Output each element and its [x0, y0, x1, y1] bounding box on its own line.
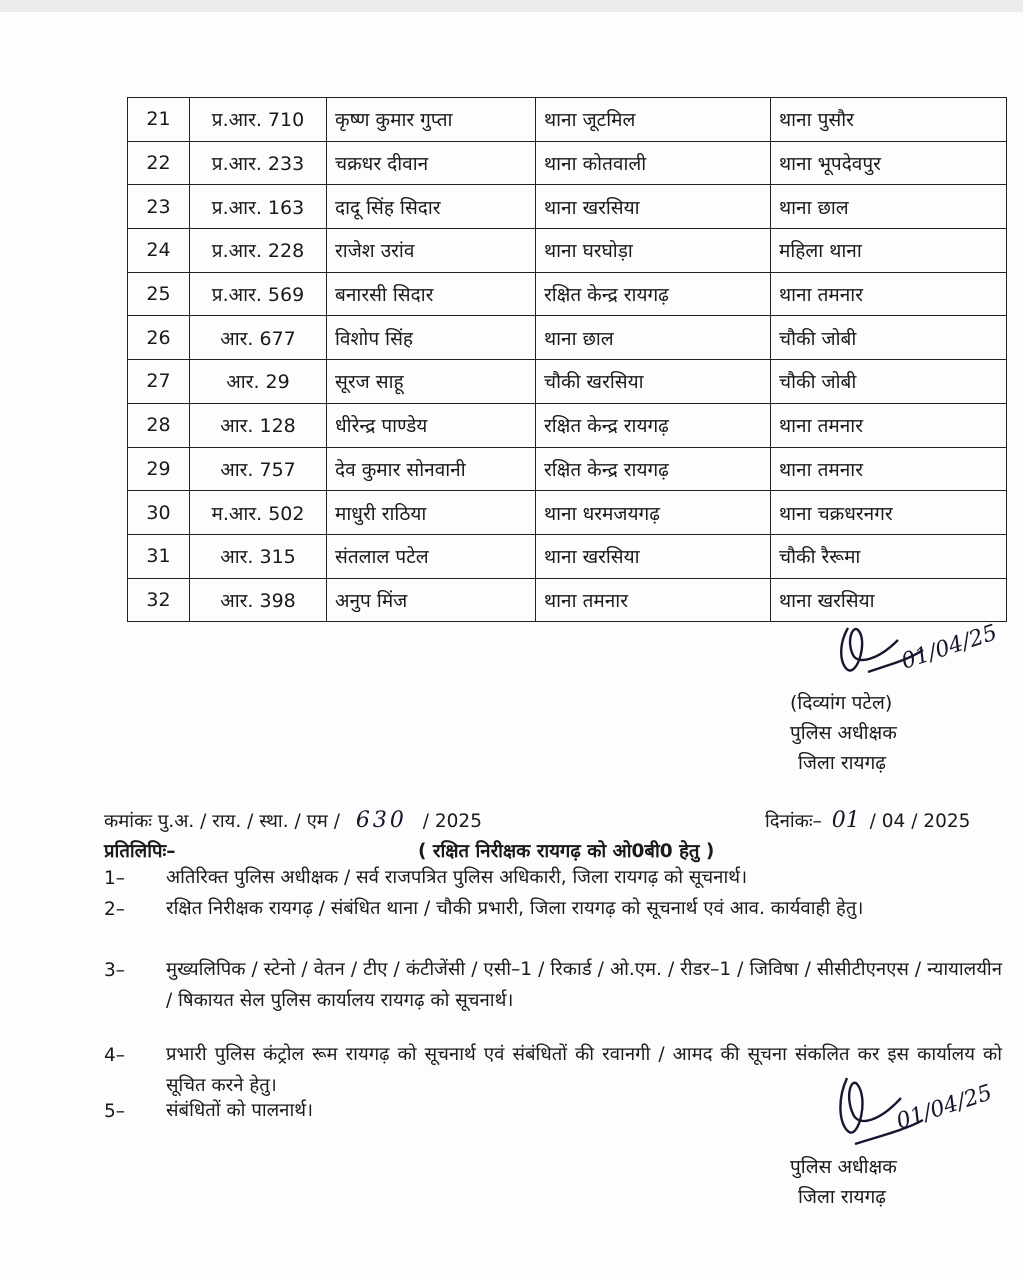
table-row	[128, 98, 1007, 142]
table-row	[128, 447, 1007, 491]
name-cell: अनुप मिंज	[327, 578, 536, 622]
to-station-cell: थाना तमनार	[771, 272, 1007, 316]
serial-cell: 30	[128, 491, 190, 535]
rank-cell: प्र.आर. 233	[190, 141, 327, 185]
to-station-cell: थाना खरसिया	[771, 578, 1007, 622]
table-row	[128, 578, 1007, 622]
serial-cell: 23	[128, 185, 190, 229]
name-cell: माधुरी राठिया	[327, 491, 536, 535]
from-station-cell: थाना जूटमिल	[536, 98, 771, 142]
from-station-cell: थाना खरसिया	[536, 185, 771, 229]
to-station-cell: थाना भूपदेवपुर	[771, 141, 1007, 185]
to-station-cell: चौकी जोबी	[771, 360, 1007, 404]
order-number: 630	[355, 808, 407, 833]
officer-name: (दिव्यांग पटेल)	[790, 692, 893, 714]
from-station-cell: रक्षित केन्द्र रायगढ़	[536, 403, 771, 447]
order-date: दिनांकः– 01 / 04 / 2025	[765, 808, 971, 833]
from-station-cell: थाना तमनार	[536, 578, 771, 622]
order-date-day: 01	[831, 808, 860, 833]
name-cell: संतलाल पटेल	[327, 534, 536, 578]
table-row	[128, 534, 1007, 578]
to-station-cell: चौकी जोबी	[771, 316, 1007, 360]
dist-item: मुख्यलिपिक / स्टेनो / वेतन / टीए / कंटीजेंसी / एसी–1 / रिकार्ड / ओ.एम. / रीडर–1 / जिविषा / सीसीटीएनएस / न्यायालयीन / षिकायत सेल पुलिस कार्यालय रायगढ़ को सूचनार्थ।	[166, 959, 1002, 1011]
officer-designation: पुलिस अधीक्षक	[790, 722, 897, 744]
table-row	[128, 185, 1007, 229]
signature-date: 01/04/25	[893, 1080, 996, 1135]
from-station-cell: थाना कोतवाली	[536, 141, 771, 185]
rank-cell: प्र.आर. 228	[190, 229, 327, 273]
dist-number: 3–	[104, 960, 126, 981]
officer-district: जिला रायगढ़	[798, 752, 886, 774]
name-cell: कृष्ण कुमार गुप्ता	[327, 98, 536, 142]
dist-item: रक्षित निरीक्षक रायगढ़ / संबंधित थाना / चौकी प्रभारी, जिला रायगढ़ को सूचनार्थ एवं आव. कार्यवाही हेतु।	[166, 898, 864, 919]
from-station-cell: रक्षित केन्द्र रायगढ़	[536, 272, 771, 316]
order-reference: कमांकः पु.अ. / राय. / स्था. / एम / 630 / 2025	[104, 808, 482, 833]
to-station-cell: थाना तमनार	[771, 447, 1007, 491]
table-row	[128, 272, 1007, 316]
serial-cell: 31	[128, 534, 190, 578]
rank-cell: आर. 398	[190, 578, 327, 622]
serial-cell: 24	[128, 229, 190, 273]
rank-cell: आर. 757	[190, 447, 327, 491]
rank-cell: आर. 315	[190, 534, 327, 578]
table-row	[128, 491, 1007, 535]
dist-item: प्रभारी पुलिस कंट्रोल रूम रायगढ़ को सूचनार्थ एवं संबंधितों की रवानगी / आमद की सूचना संकलित कर इस कार्यालय को सूचित करने हेतु।	[166, 1044, 1002, 1096]
rank-cell: आर. 677	[190, 316, 327, 360]
serial-cell: 22	[128, 141, 190, 185]
dist-item: अतिरिक्त पुलिस अधीक्षक / सर्व राजपत्रित पुलिस अधिकारी, जिला रायगढ़ को सूचनार्थ।	[166, 867, 748, 888]
transfer-table	[127, 97, 1007, 622]
name-cell: चक्रधर दीवान	[327, 141, 536, 185]
rank-cell: आर. 29	[190, 360, 327, 404]
officer-district: जिला रायगढ़	[798, 1186, 886, 1208]
serial-cell: 29	[128, 447, 190, 491]
to-station-cell: थाना चक्रधरनगर	[771, 491, 1007, 535]
name-cell: दादू सिंह सिदार	[327, 185, 536, 229]
name-cell: सूरज साहू	[327, 360, 536, 404]
table-row	[128, 360, 1007, 404]
rank-cell: प्र.आर. 163	[190, 185, 327, 229]
to-station-cell: थाना तमनार	[771, 403, 1007, 447]
table-row	[128, 316, 1007, 360]
serial-cell: 21	[128, 98, 190, 142]
to-station-cell: महिला थाना	[771, 229, 1007, 273]
signature-date: 01/04/25	[898, 620, 1001, 675]
name-cell: विशोप सिंह	[327, 316, 536, 360]
copy-note: ( रक्षित निरीक्षक रायगढ़ को ओ0बी0 हेतु )	[418, 841, 715, 862]
rank-cell: म.आर. 502	[190, 491, 327, 535]
from-station-cell: थाना खरसिया	[536, 534, 771, 578]
serial-cell: 28	[128, 403, 190, 447]
dist-number: 1–	[104, 868, 126, 889]
serial-cell: 32	[128, 578, 190, 622]
table-row	[128, 229, 1007, 273]
serial-cell: 25	[128, 272, 190, 316]
rank-cell: प्र.आर. 710	[190, 98, 327, 142]
to-station-cell: चौकी रैरूमा	[771, 534, 1007, 578]
officer-designation: पुलिस अधीक्षक	[790, 1156, 897, 1178]
rank-cell: प्र.आर. 569	[190, 272, 327, 316]
dist-number: 5–	[104, 1101, 126, 1122]
dist-number: 2–	[104, 899, 126, 920]
name-cell: देव कुमार सोनवानी	[327, 447, 536, 491]
rank-cell: आर. 128	[190, 403, 327, 447]
serial-cell: 27	[128, 360, 190, 404]
signature-block	[790, 688, 897, 778]
from-station-cell: रक्षित केन्द्र रायगढ़	[536, 447, 771, 491]
from-station-cell: थाना घरघोड़ा	[536, 229, 771, 273]
to-station-cell: थाना छाल	[771, 185, 1007, 229]
name-cell: धीरेन्द्र पाण्डेय	[327, 403, 536, 447]
from-station-cell: थाना छाल	[536, 316, 771, 360]
serial-cell: 26	[128, 316, 190, 360]
table-row	[128, 403, 1007, 447]
table-row	[128, 141, 1007, 185]
signature-block	[790, 1152, 897, 1212]
dist-number: 4–	[104, 1045, 126, 1066]
name-cell: बनारसी सिदार	[327, 272, 536, 316]
to-station-cell: थाना पुसौर	[771, 98, 1007, 142]
from-station-cell: चौकी खरसिया	[536, 360, 771, 404]
dist-item: संबंधितों को पालनार्थ।	[166, 1100, 314, 1121]
copy-label: प्रतिलिपिः–	[104, 841, 176, 862]
from-station-cell: थाना धरमजयगढ़	[536, 491, 771, 535]
name-cell: राजेश उरांव	[327, 229, 536, 273]
scan-top-edge	[0, 0, 1023, 12]
